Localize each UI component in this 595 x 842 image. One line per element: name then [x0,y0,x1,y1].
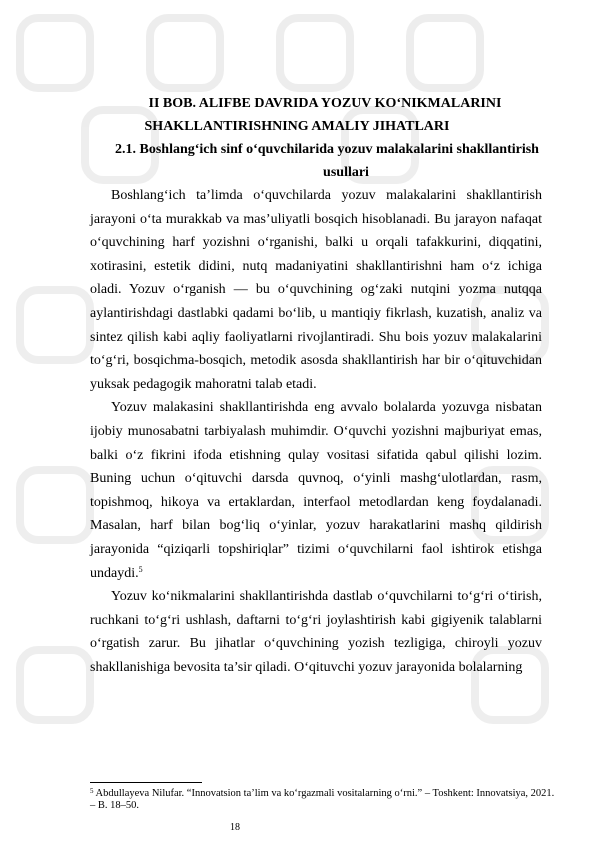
section-heading-line1: 2.1. Boshlang‘ich sinf o‘quvchilarida yozuv malakalarini shakllantirish [115,142,539,157]
footnote-divider [90,782,202,783]
document-page [90,92,542,679]
paragraph-text: Yozuv malakasini shakllantirishda eng avvalo bolalarda yozuvga nisbatan ijobiy munosabatni tarbiyalash muhimdir. O‘quvchi yozishni majburiyat emas, balki o‘z fikrini ifoda etishning qulay vositasi sifatida qabul qilishi lozim. Buning uchun o‘qituvchi darsda quvnoq, o‘yinli mashg‘ulotlardan, rasm, topishmoq, hikoya va ertaklardan, interfaol metodlardan keng foydalanadi. Masalan, harf bilan bog‘liq o‘yinlar, yozuv harakatlarini mashq qildirish jarayonida “qiziqarli topshiriqlar” tizimi o‘quvchilarni faol ishtirok etishga undaydi. [90,400,542,581]
footnote-number: 5 [90,787,94,795]
paragraph-text: Yozuv ko‘nikmalarini shakllantirishda dastlab o‘quvchilarni to‘g‘ri o‘tirish, ruchkani to‘g‘ri ushlash, daftarni to‘g‘ri joylashtirish kabi gigiyenik talablarni o‘rgatish zarur. Bu jihatlar o‘quvchining yozish tezligiga, chiroyli yozuv shakllanishiga bevosita ta’sir qiladi. O‘qituvchi yozuv jarayonida bolalarning [90,589,542,675]
chapter-heading-line1: II BOB. ALIFBE DAVRIDA YOZUV KO‘NIKMALARINI [148,96,502,111]
body-paragraph [90,184,542,396]
section-heading-line2: usullari [323,165,369,180]
chapter-heading-line2: SHAKLLANTIRISHNING AMALIY JIHATLARI [144,119,450,134]
body-paragraph [90,396,542,585]
footnote-reference[interactable]: 5 [138,564,143,574]
section-heading [90,138,542,184]
page-number: 18 [230,822,240,833]
footnote [90,788,560,812]
body-paragraph [90,585,542,679]
chapter-heading [90,92,542,138]
paragraph-text: Boshlang‘ich ta’limda o‘quvchilarda yozuv malakalarini shakllantirish jarayoni o‘ta murakkab va mas’uliyatli bosqich hisoblanadi. Bu jarayon nafaqat o‘quvchining harf yozishni o‘rganishi, balki u orqali tafakkurini, diqqatini, xotirasini, estetik didini, nutq madaniyatini shakllantirishni ham o‘z ichiga oladi. Yozuv o‘rganish — bu o‘quvchining og‘zaki nutqini yozma nutqqa aylantirishdagi dastlabki qadami bo‘lib, u mantiqiy fikrlash, kuzatish, analiz va sintez qilish kabi aqliy faoliyatlarni rivojlantiradi. Shu bois yozuv malakalarini to‘g‘ri, bosqichma-bosqich, metodik asosda shakllantirish har bir o‘qituvchidan yuksak pedagogik mahoratni talab etadi. [90,188,542,392]
footnote-text: Abdullayeva Nilufar. “Innovatsion ta’lim va ko‘rgazmali vositalarning o‘rni.” – Toshkent: Innovatsiya, 2021. – B. 18–50. [90,788,555,811]
